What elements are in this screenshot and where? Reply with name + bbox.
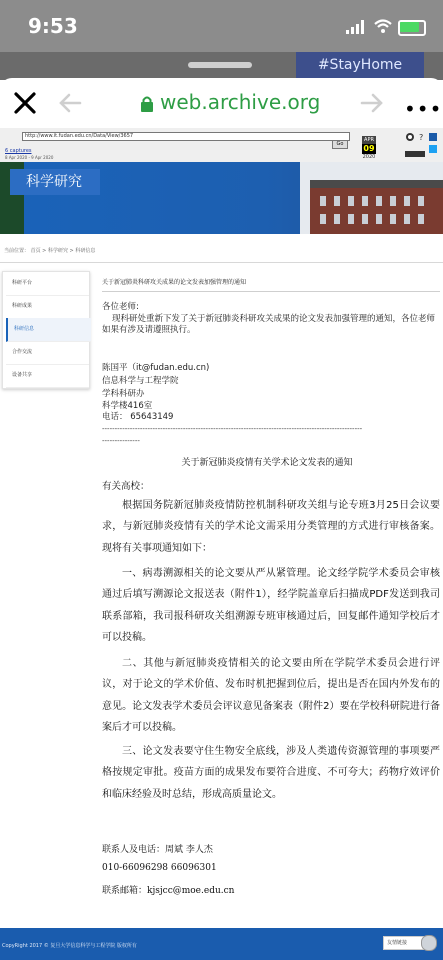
wayback-month[interactable]: APR (362, 136, 376, 144)
sidebar-item-results[interactable]: 科研成果 (6, 295, 89, 319)
dash-divider: ------------------------------------------------------------------------------------------------------- (102, 425, 363, 433)
links-select[interactable]: 友情链接 (383, 936, 431, 950)
contact-email[interactable]: 联系邮箱：kjsjcc@moe.edu.cn (102, 886, 235, 896)
section-title-tab: 科学研究 (10, 169, 100, 195)
greeting: 各位老师: (102, 302, 139, 312)
back-arrow-icon[interactable] (58, 92, 82, 114)
scroll-top-button[interactable] (421, 935, 437, 951)
intro-text: 现科研处重新下发了关于新冠肺炎科研攻关成果的论文发表加强管理的通知，各位老师如果有涉及请遵照执行。 (102, 314, 436, 335)
sender-phone: 电话： 65643149 (102, 412, 174, 422)
background-tag: #StayHome (296, 52, 424, 78)
cellular-signal-icon (346, 20, 368, 34)
notice-recipient: 有关高校： (102, 481, 150, 492)
wayback-url-input[interactable]: http://www.it.fudan.edu.cn/Data/View/3657 (22, 132, 350, 141)
paragraph-1: 根据国务院新冠肺炎疫情防控机制科研攻关组与论专班3月25日会议要求，与新冠肺炎疫情有关的学术论文需采用分类管理的方式进行审核备案。现将有关事项通知如下： (102, 500, 440, 554)
wayback-date-range: 8 Apr 2020 - 9 Apr 2020 (5, 155, 54, 160)
dash-divider-2: --------------- (102, 437, 140, 445)
wayback-day: 09 (363, 144, 375, 153)
copyright-text: CopyRight 2017 © 复旦大学信息科学与工程学院 版权所有 (2, 943, 137, 949)
forward-arrow-icon[interactable] (360, 92, 384, 114)
sender-name: 陈国平（it@fudan.edu.cn) (102, 363, 210, 373)
sender-office: 学科科研办 (102, 389, 145, 399)
article-title: 关于新冠肺炎科研攻关成果的论文发表加强管理的通知 (102, 279, 247, 286)
svg-text:?: ? (419, 133, 424, 142)
more-menu-button[interactable]: ••• (404, 97, 443, 121)
sidebar-nav (2, 271, 90, 389)
paragraph-4: 三、论文发表要守住生物安全底线，涉及人类遗传资源管理的事项要严格按规定审批。疫苗方面的成果发布要符合进度、不可夸大；药物疗效评价和临床经验及时总结，形成高质量论文。 (102, 746, 440, 800)
battery-level (400, 22, 419, 32)
divider (0, 262, 443, 263)
divider (102, 291, 440, 292)
wayback-tools-icons[interactable] (405, 131, 439, 159)
sidebar-item-info[interactable]: 科研信息 (6, 318, 91, 342)
lock-icon (140, 95, 154, 113)
wifi-icon (373, 18, 393, 34)
sidebar-item-equipment[interactable]: 设备共享 (6, 364, 89, 388)
close-icon[interactable] (12, 90, 38, 116)
sender-school: 信息科学与工程学院 (102, 376, 179, 386)
paragraph-2: 一、病毒溯源相关的论文要从严从紧管理。论文经学院学术委员会审核通过后填写溯源论文报送表（附件1），经学院盖章后扫描成PDF发送到我司联系部箱，我司报科研攻关组溯源专班审核通过后，回复邮件通知学校后才可以投稿。 (102, 568, 440, 643)
contact-person: 联系人及电话：周斌 李人杰 (102, 845, 213, 855)
breadcrumb[interactable]: 当前位置： 首页 > 科学研究 > 科研信息 (4, 248, 96, 254)
contact-phone: 010-66096298 66096301 (102, 863, 217, 873)
wayback-captures-link[interactable]: 6 captures (5, 148, 32, 154)
sheet-grabber[interactable] (188, 62, 252, 68)
wayback-year[interactable]: 2020 (362, 154, 376, 160)
sender-room: 科学楼416室 (102, 401, 153, 411)
paragraph-3: 二、其他与新冠肺炎疫情相关的论文要由所在学院学术委员会进行评议，对于论文的学术价值、发布时机把握到位后，提出是否在国内外发布的意见。论文发表学术委员会评议意见备案表（附件2）要在学校科研院进行备案后才可以投稿。 (102, 658, 440, 733)
status-time: 9:53 (28, 14, 78, 38)
notice-title: 关于新冠肺炎疫情有关学术论文发表的通知 (181, 458, 353, 468)
sidebar-item-cooperation[interactable]: 合作交流 (6, 341, 89, 365)
wayback-go-button[interactable]: Go (332, 140, 348, 149)
url-bar[interactable]: web.archive.org (160, 90, 321, 114)
banner-building-image (300, 162, 443, 234)
sidebar-item-platform[interactable]: 科研平台 (6, 272, 89, 296)
